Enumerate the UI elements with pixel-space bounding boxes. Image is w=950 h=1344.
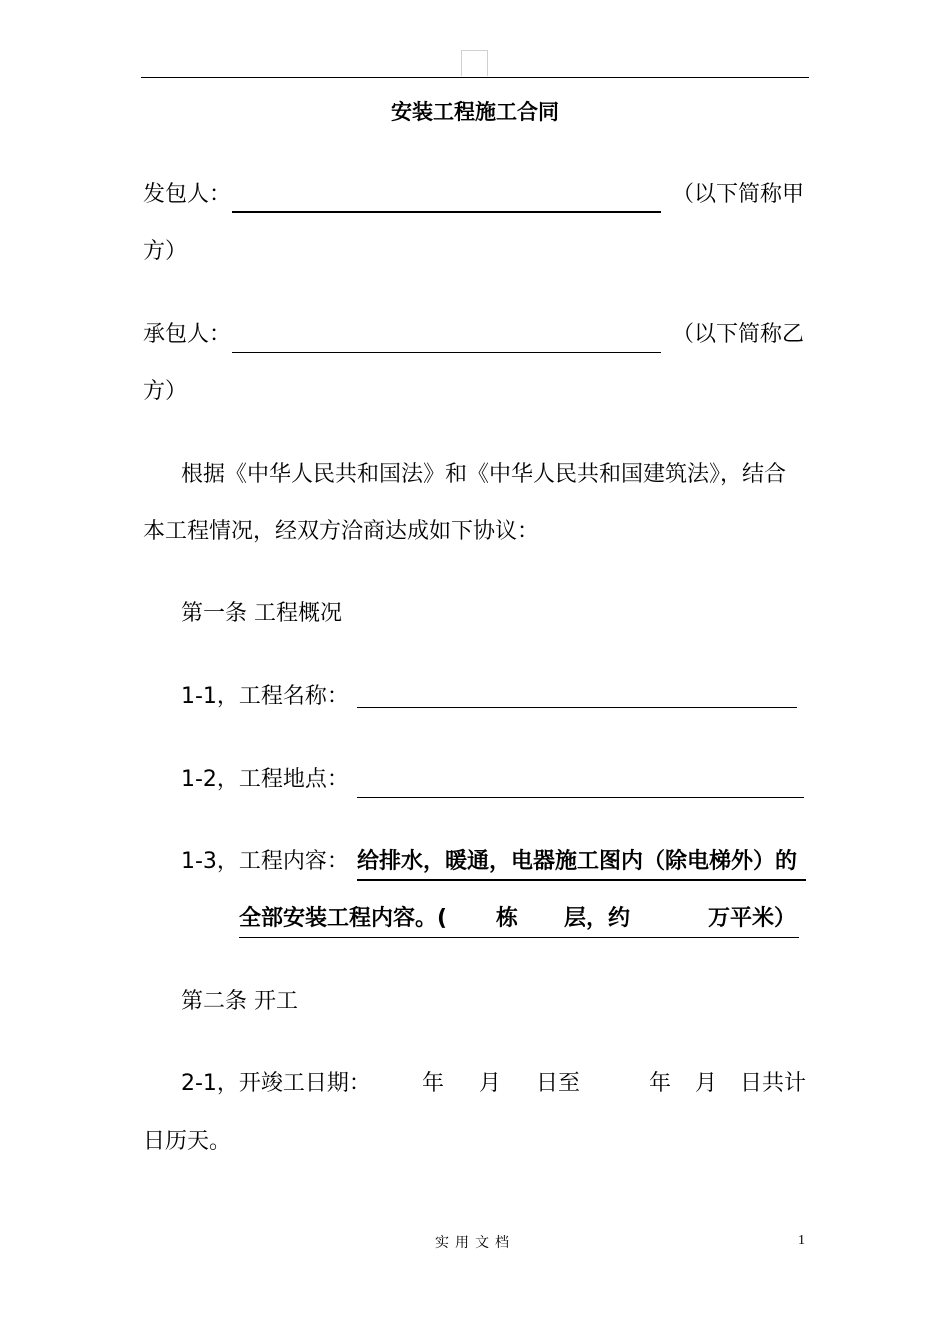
project-scope-building-unit: 栋 xyxy=(496,906,519,931)
project-scope-label: 1-3，工程内容： xyxy=(181,849,349,874)
header-tab-box xyxy=(461,50,488,76)
contractor-label: 承包人： xyxy=(143,322,232,347)
project-name-label: 1-1，工程名称： xyxy=(181,684,349,709)
employer-blank[interactable] xyxy=(232,211,661,213)
project-scope-value-line-2a: 全部安装工程内容。( xyxy=(239,906,448,931)
document-title: 安装工程施工合同 xyxy=(391,100,559,124)
employer-suffix-end: 方） xyxy=(143,239,188,264)
project-location-blank[interactable] xyxy=(357,797,804,798)
preamble-line-2: 本工程情况，经双方洽商达成如下协议： xyxy=(143,519,540,544)
end-day: 日共计 xyxy=(740,1071,807,1096)
start-year: 年 xyxy=(422,1071,445,1096)
project-name-blank[interactable] xyxy=(357,707,797,708)
page-number: 1 xyxy=(798,1233,805,1248)
article1-heading: 第一条 工程概况 xyxy=(181,601,342,626)
project-scope-underline-1 xyxy=(357,879,806,881)
project-scope-floor-unit: 层，约 xyxy=(564,906,631,931)
article2-heading: 第二条 开工 xyxy=(181,989,298,1014)
header-rule xyxy=(141,77,809,78)
project-scope-area-unit: 万平米） xyxy=(708,906,797,931)
project-location-label: 1-2，工程地点： xyxy=(181,767,349,792)
schedule-line-2: 日历天。 xyxy=(143,1129,232,1154)
contractor-suffix: （以下简称乙 xyxy=(672,322,805,347)
end-month: 月 xyxy=(695,1071,718,1096)
schedule-label: 2-1，开竣工日期： xyxy=(181,1071,371,1096)
contractor-blank[interactable] xyxy=(232,352,661,353)
project-scope-underline-2 xyxy=(239,937,799,938)
preamble-line-1: 根据《中华人民共和国法》和《中华人民共和国建筑法》，结合 xyxy=(181,462,787,487)
footer-text: 实用文档 xyxy=(435,1235,515,1251)
start-day: 日至 xyxy=(536,1071,581,1096)
start-month: 月 xyxy=(479,1071,502,1096)
employer-label: 发包人： xyxy=(143,182,232,207)
end-year: 年 xyxy=(649,1071,672,1096)
contractor-suffix-end: 方） xyxy=(143,379,188,404)
project-scope-value-line-1: 给排水，暖通，电器施工图内（除电梯外）的 xyxy=(357,849,798,874)
employer-suffix: （以下简称甲 xyxy=(672,182,805,207)
